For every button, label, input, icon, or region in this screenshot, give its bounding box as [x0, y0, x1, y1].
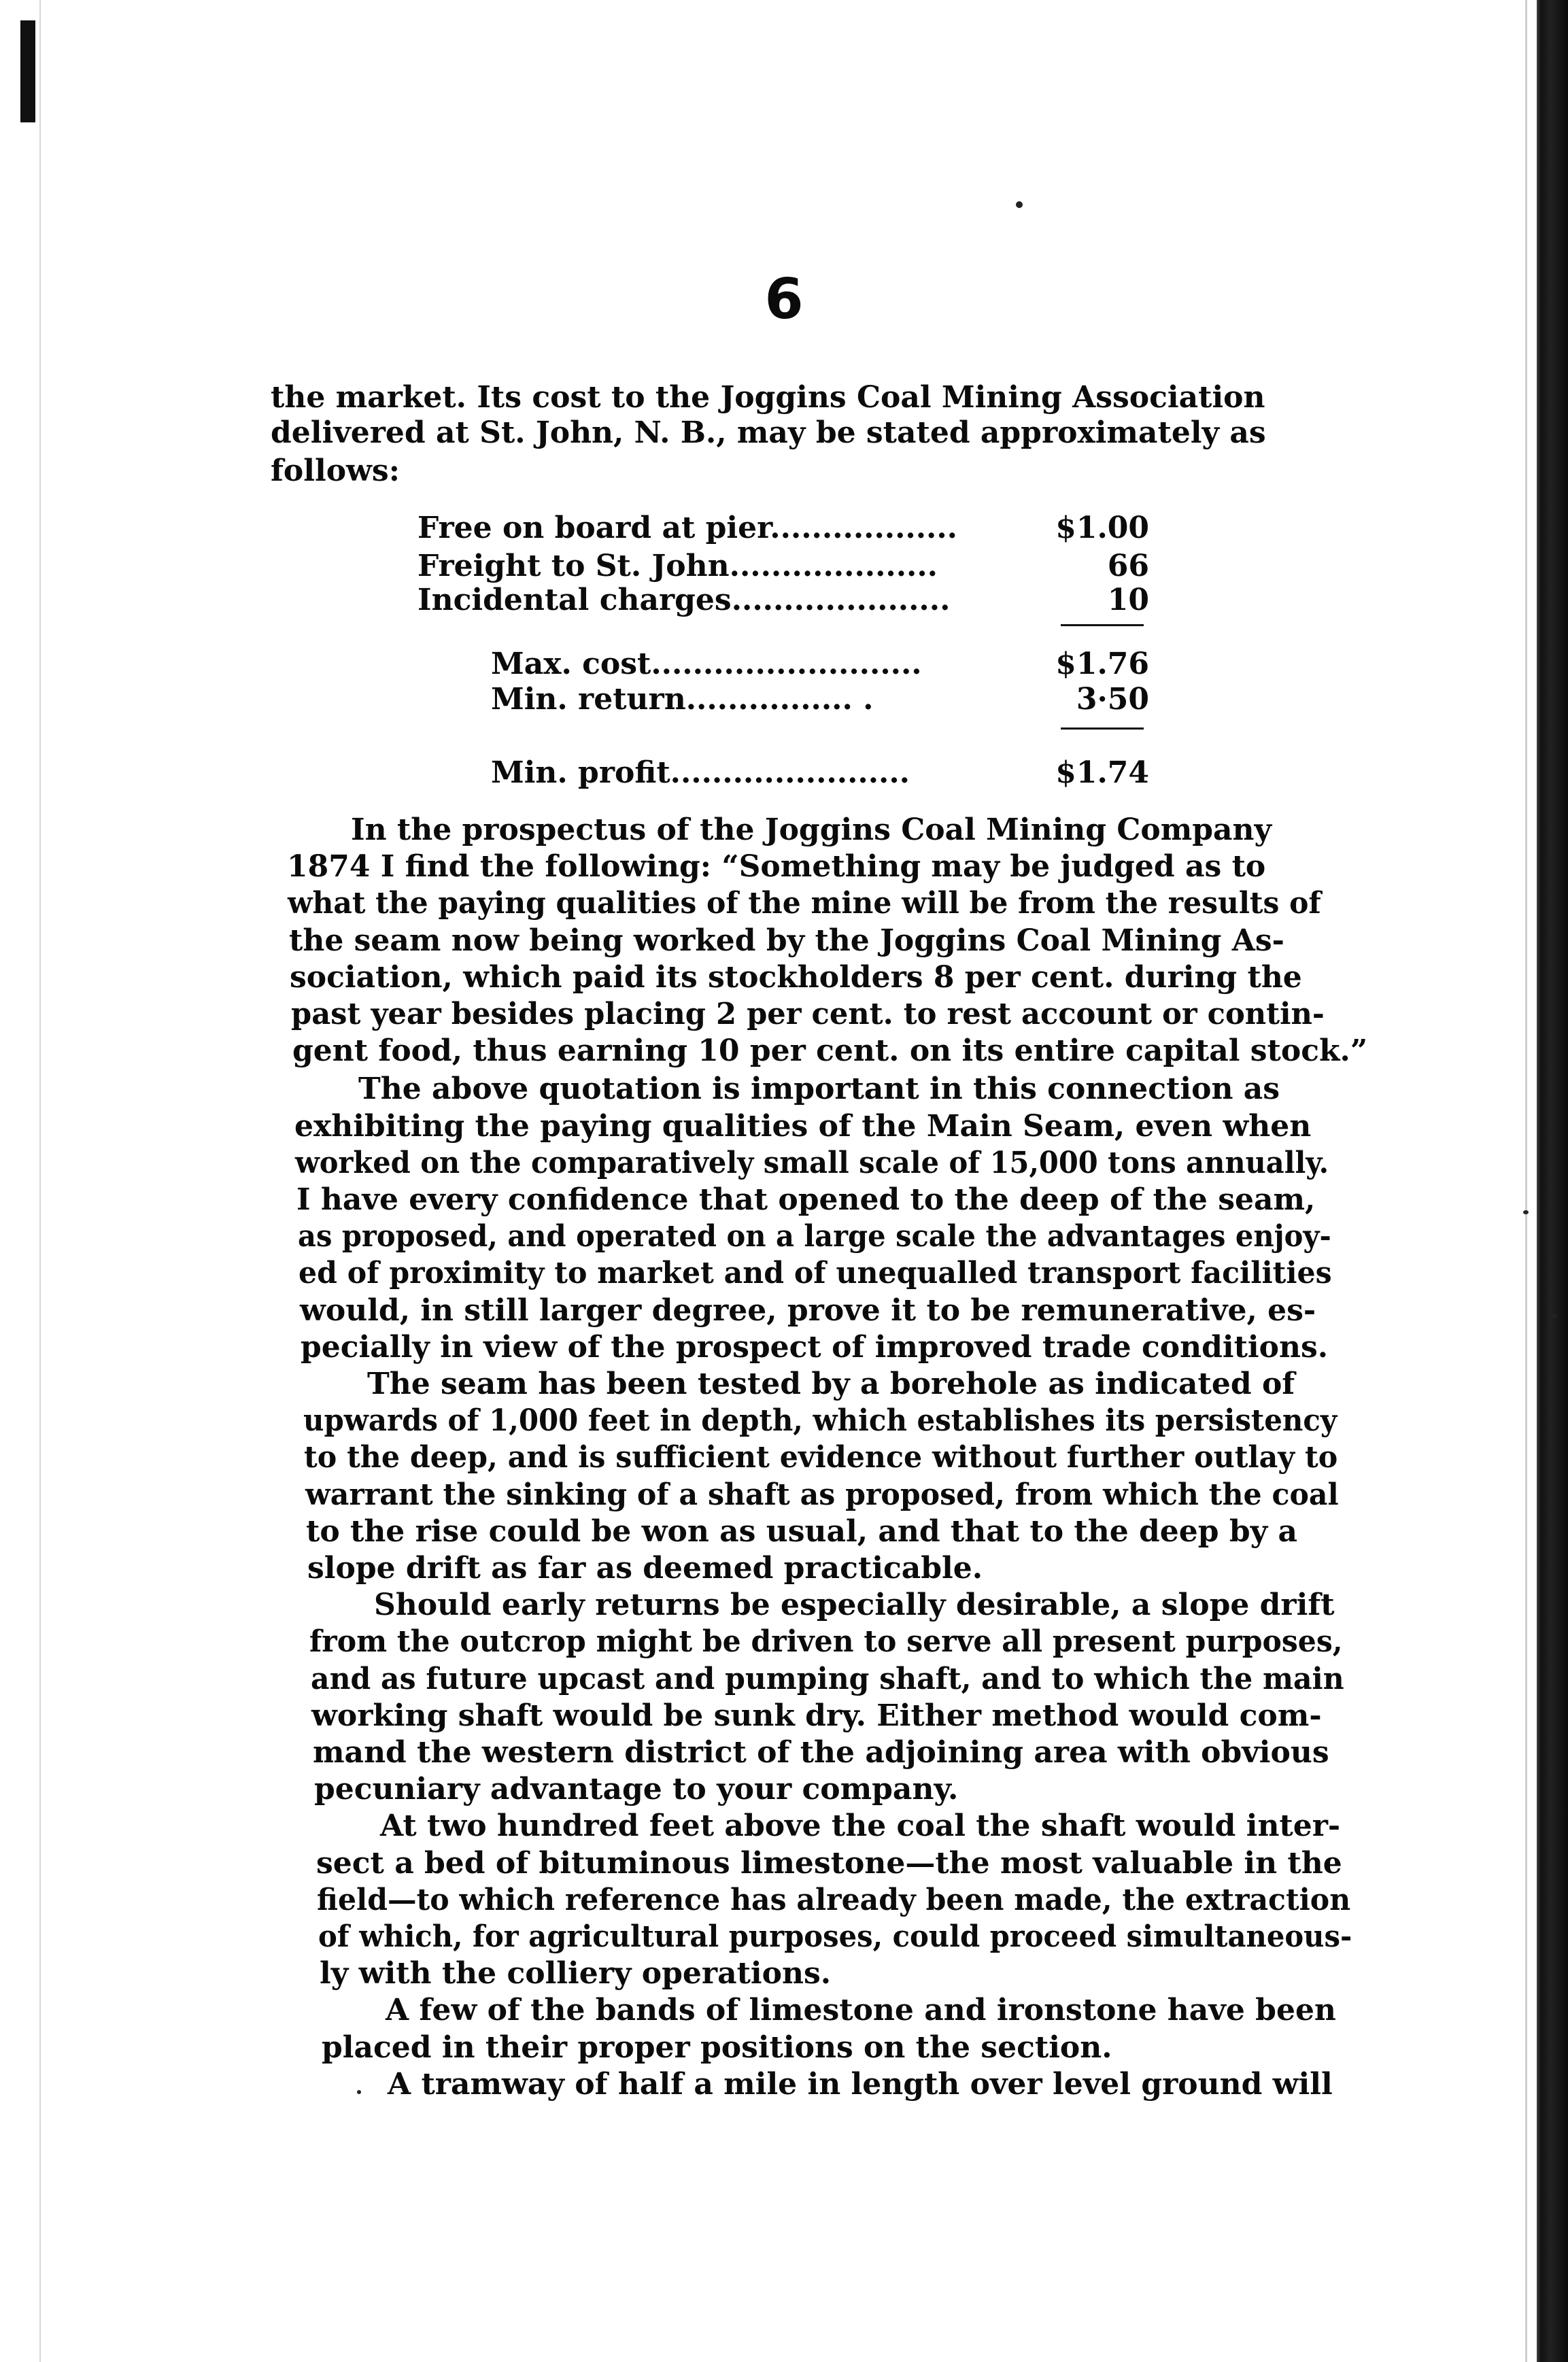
paragraph-first-line: The above quotation is important in this connection as	[358, 1072, 1280, 1106]
body-line: I have every confidence that opened to the deep of the seam,	[296, 1182, 1316, 1217]
body-line: sociation, which paid its stockholders 8 per cent. during the	[290, 960, 1302, 995]
body-line: field—to which reference has already been made, the extraction	[317, 1883, 1351, 1917]
ledger-amount: 66	[1107, 549, 1149, 583]
ledger-amount: $1.76	[1055, 647, 1149, 681]
cost-row	[417, 583, 1149, 617]
body-line: as proposed, and operated on a large scale the advantages enjoy-	[298, 1219, 1331, 1254]
scan-edge-line-left	[39, 0, 41, 2362]
scan-edge-shadow	[1537, 0, 1568, 2362]
ledger-label: Min. profit.......................	[491, 755, 910, 790]
scan-speck	[1523, 1210, 1529, 1214]
scan-speck	[357, 2090, 361, 2094]
scan-speck	[1016, 201, 1023, 208]
body-line: 1874 I find the following: “Something may be judged as to	[287, 849, 1266, 884]
body-line: placed in their proper positions on the section.	[322, 2030, 1112, 2065]
ledger-label: Min. return................ .	[491, 682, 874, 717]
body-line: working shaft would be sunk dry. Either method would com-	[311, 1698, 1322, 1733]
ledger-amount: $1.74	[1055, 755, 1149, 790]
body-line: pecuniary advantage to your company.	[314, 1772, 959, 1807]
body-line: gent food, thus earning 10 per cent. on its entire capital stock.”	[292, 1033, 1368, 1068]
summary-row	[491, 683, 1149, 717]
ledger-label: Freight to St. John....................	[417, 549, 938, 583]
scan-edge-mark	[20, 20, 35, 122]
body-line: past year besides placing 2 per cent. to rest account or contin-	[291, 997, 1325, 1031]
body-line: from the outcrop might be driven to serve all present purposes,	[309, 1624, 1343, 1659]
paragraph-first-line: Should early returns be especially desirable, a slope drift	[374, 1588, 1335, 1622]
paragraph-first-line: A few of the bands of limestone and ironstone have been	[386, 1993, 1336, 2027]
sum-rule	[1061, 624, 1144, 626]
body-line: would, in still larger degree, prove it to be remunerative, es-	[300, 1293, 1316, 1328]
ledger-amount: $1.00	[1055, 511, 1149, 545]
scan-edge-line-right	[1525, 0, 1527, 2362]
ledger-amount: 3·50	[1076, 682, 1149, 717]
body-line: ly with the colliery operations.	[320, 1956, 832, 1991]
cost-row	[417, 511, 1149, 545]
paragraph-first-line: A tramway of half a mile in length over level ground will	[388, 2067, 1333, 2102]
ledger-amount: 10	[1107, 583, 1149, 617]
body-line: to the deep, and is sufficient evidence without further outlay to	[304, 1440, 1338, 1475]
ledger-label: Incidental charges.....................	[417, 583, 951, 617]
ledger-label: Max. cost..........................	[491, 647, 922, 681]
paragraph-first-line: In the prospectus of the Joggins Coal Mining Company	[351, 812, 1272, 847]
page-number: 6	[764, 267, 804, 332]
sum-rule	[1061, 728, 1144, 730]
profit-row	[491, 756, 1149, 790]
body-line: warrant the sinking of a shaft as proposed, from which the coal	[305, 1477, 1339, 1512]
body-line: pecially in view of the prospect of improved trade conditions.	[301, 1330, 1329, 1365]
body-line: the seam now being worked by the Joggins Coal Mining As-	[289, 923, 1284, 958]
body-line: of which, for agricultural purposes, could proceed simultaneous-	[318, 1919, 1352, 1954]
paragraph-first-line: At two hundred feet above the coal the shaft would inter-	[380, 1809, 1341, 1843]
ledger-label: Free on board at pier..................	[417, 511, 957, 545]
summary-row	[491, 647, 1149, 681]
paragraph-first-line: The seam has been tested by a borehole as indicated of	[367, 1367, 1295, 1401]
body-line: ed of proximity to market and of unequalled transport facilities	[299, 1256, 1332, 1290]
body-line: and as future upcast and pumping shaft, and to which the main	[311, 1662, 1344, 1696]
intro-line: delivered at St. John, N. B., may be stated approximately as	[271, 415, 1266, 450]
intro-line: the market. Its cost to the Joggins Coal Mining Association	[271, 380, 1265, 415]
body-line: slope drift as far as deemed practicable.	[307, 1551, 983, 1586]
body-line: mand the western district of the adjoining area with obvious	[313, 1735, 1329, 1770]
body-line: to the rise could be won as usual, and that to the deep by a	[306, 1514, 1298, 1549]
body-line: what the paying qualities of the mine will be from the results of	[288, 886, 1321, 921]
body-line: upwards of 1,000 feet in depth, which establishes its persistency	[303, 1403, 1337, 1438]
cost-row	[417, 549, 1149, 583]
body-line: exhibiting the paying qualities of the Main Seam, even when	[294, 1109, 1312, 1144]
body-line: sect a bed of bituminous limestone—the most valuable in the	[316, 1846, 1342, 1881]
body-line: worked on the comparatively small scale of 15,000 tons annually.	[295, 1146, 1329, 1180]
scan-speck	[1552, 1314, 1557, 1319]
intro-line: follows:	[271, 453, 400, 488]
